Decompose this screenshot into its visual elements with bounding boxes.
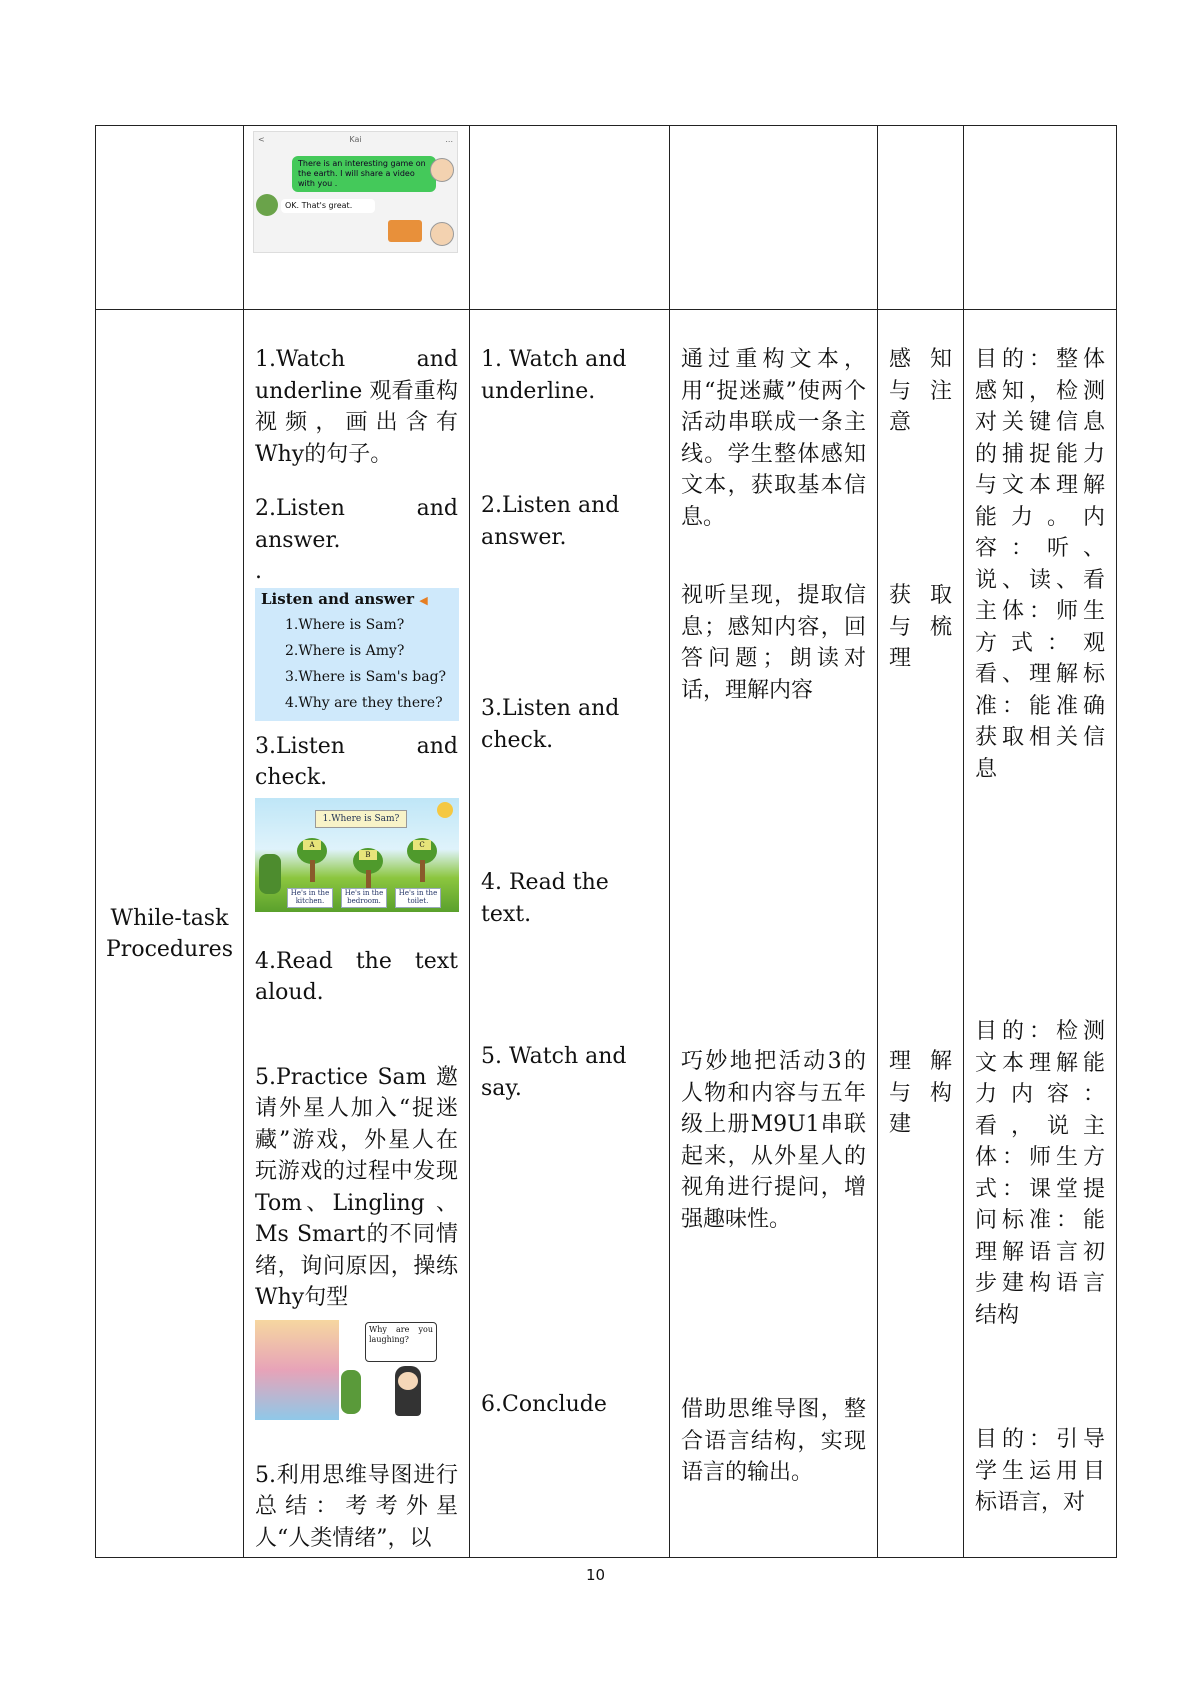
listen-answer-slide: Listen and answer ◀ 1.Where is Sam? 2.Where is Amy? 3.Where is Sam's bag? 4.Why are they there? bbox=[255, 588, 459, 721]
activity-6: 5.利用思维导图进行总结：考考外星人“人类情绪”，以 bbox=[255, 1462, 458, 1551]
intent-2: 视听呈现，提取信息；感知内容，回答问题；朗读对话，理解内容 bbox=[681, 583, 866, 703]
speaker-icon: ◀ bbox=[419, 593, 428, 607]
alien-figure bbox=[259, 854, 281, 894]
activity-1: 1.Watch and underline 观看重构视频，画出含有Why的句子。 bbox=[255, 347, 458, 467]
list-item: 1.Where is Sam? bbox=[285, 616, 405, 633]
more-icon: ... bbox=[445, 135, 453, 144]
intent-4: 借助思维导图，整合语言结构，实现语言的输出。 bbox=[681, 1397, 866, 1485]
listen-check-slide: 1.Where is Sam? A B C He's in the kitchen. He's in the bedroom. He's in the toilet. bbox=[255, 798, 459, 912]
level-2: 获取与梳理 bbox=[889, 583, 952, 671]
col-student-activity bbox=[470, 310, 670, 1558]
col-design-intent bbox=[670, 310, 878, 1558]
col-teacher-activity: 1.Watch and underline 观看重构视频，画出含有Why的句子。 2.Listen and answer. . Listen and answer ◀ 1.Where is Sam? 2.Where is Amy? 3.Where is Sam's bag? 4.Why are they there? 3.Listen and check. 1.Where is Sam? A B C He's in the kitchen. He's in the bedroom. He's in the toilet. 4.Read the text aloud. 5.Practice Sam 邀请外星人加入“捉迷藏”游戏，外星人在玩游戏的过程中发现Tom、Lingling 、Ms Smart的不同情绪，询问原因，操练Why句型 Why are you laughing? 5.利用思维导图进行总结：考考外星人“人类情绪”，以 bbox=[244, 310, 470, 1558]
intent-3: 巧妙地把活动3的人物和内容与五年级上册M9U1串联起来，从外星人的视角进行提问，增强趣味性。 bbox=[681, 1049, 866, 1232]
avatar bbox=[256, 194, 278, 216]
student-2: 2.Listen and answer. bbox=[481, 493, 620, 550]
avatar bbox=[430, 158, 454, 182]
alien-figure bbox=[341, 1370, 361, 1414]
cell-stage-empty bbox=[96, 126, 244, 310]
chat-title: Kai bbox=[349, 135, 362, 144]
student-6: 6.Conclude bbox=[481, 1392, 607, 1417]
practice-cartoon bbox=[255, 1320, 433, 1420]
activity-3: 3.Listen and check. bbox=[255, 733, 458, 790]
cell-chat bbox=[244, 126, 470, 310]
student-4: 4. Read the text. bbox=[481, 870, 609, 927]
col-evaluation bbox=[964, 310, 1117, 1558]
stage-label: While-task Procedures bbox=[96, 310, 244, 1558]
image-thumb bbox=[388, 220, 422, 242]
level-1: 感知与注意 bbox=[889, 347, 952, 435]
lesson-plan-table bbox=[95, 125, 1117, 1558]
list-item: 2.Where is Amy? bbox=[285, 642, 405, 659]
page-number: 10 bbox=[585, 1566, 606, 1584]
activity-4: 4.Read the text aloud. bbox=[255, 948, 458, 1005]
eval-1: 目的：整体感知，检测对关键信息的捕捉能力与文本理解能力。内容：听、说、读、看主体：师生方式：观看、理解标准：能准确获取相关信息 bbox=[975, 347, 1105, 782]
eval-2: 目的：检测文本理解能力内容：看，说主体：师生方式：课堂提问标准：能理解语言初步建构语言结构 bbox=[975, 1019, 1105, 1328]
level-3: 理解与构建 bbox=[889, 1049, 952, 1137]
chat-bubble-reply: OK. That's great. bbox=[281, 199, 375, 213]
avatar bbox=[430, 222, 454, 246]
back-icon: < bbox=[258, 135, 265, 144]
intent-1: 通过重构文本，用“捉迷藏”使两个活动串联成一条主线。学生整体感知文本，获取基本信息。 bbox=[681, 347, 866, 530]
speech-bubble: Why are you laughing? bbox=[365, 1322, 437, 1362]
eval-3: 目的：引导学生运用目标语言，对 bbox=[975, 1427, 1105, 1515]
activity-2: 2.Listen and answer. bbox=[255, 496, 458, 553]
col-activity-level bbox=[878, 310, 964, 1558]
table-row bbox=[96, 310, 1117, 1558]
list-item: 3.Where is Sam's bag? bbox=[285, 668, 447, 685]
student-5: 5. Watch and say. bbox=[481, 1044, 627, 1101]
chat-bubble-incoming: There is an interesting game on the earth. I will share a video with you . bbox=[292, 156, 436, 192]
smiley-icon bbox=[437, 802, 453, 818]
table-row bbox=[96, 126, 1117, 310]
student-1: 1. Watch and underline. bbox=[481, 347, 627, 404]
student-3: 3.Listen and check. bbox=[481, 696, 620, 753]
list-item: 4.Why are they there? bbox=[285, 694, 443, 711]
classroom-cartoon bbox=[255, 1320, 339, 1420]
activity-5: 5.Practice Sam 邀请外星人加入“捉迷藏”游戏，外星人在玩游戏的过程中发现Tom、Lingling 、Ms Smart的不同情绪，询问原因，操练Why句型 bbox=[255, 1064, 458, 1310]
chat-screenshot bbox=[253, 131, 458, 253]
